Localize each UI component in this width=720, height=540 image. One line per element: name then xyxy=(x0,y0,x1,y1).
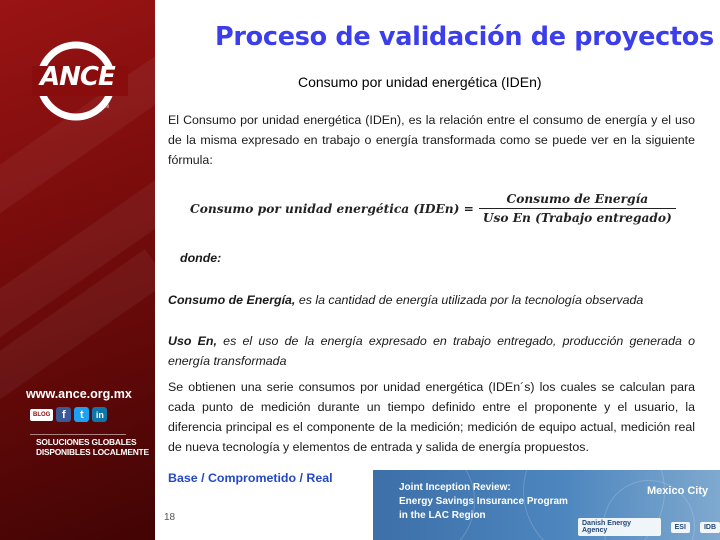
banner-logos xyxy=(578,518,720,536)
donde-label: donde: xyxy=(180,251,222,265)
logo-mark: MR xyxy=(103,104,110,109)
definition-text: es el uso de la energía expresado en trabajo entregado, producción generada o energía transformada xyxy=(168,334,695,368)
definition-term: Consumo de Energía, xyxy=(168,293,296,307)
tagline-line-1: SOLUCIONES GLOBALES xyxy=(36,437,137,447)
formula xyxy=(190,192,676,225)
esi-logo: ESI xyxy=(671,522,690,533)
twitter-icon[interactable]: t xyxy=(74,407,89,422)
banner-line-2: Energy Savings Insurance Program xyxy=(399,496,568,507)
page-subtitle: Consumo por unidad energética (IDEn) xyxy=(298,74,542,90)
banner-line-1: Joint Inception Review: xyxy=(399,482,511,493)
logo-text: ANCE xyxy=(40,62,115,92)
banner-city: Mexico City xyxy=(647,485,709,497)
page-number: 18 xyxy=(164,512,176,523)
formula-fraction xyxy=(479,192,676,225)
base-line-label: Base / Comprometido / Real xyxy=(168,471,333,485)
intro-paragraph: El Consumo por unidad energética (IDEn), es la relación entre el consumo de energía y el uso de la misma expresado en trabajo o energía transformada como se puede ver en la siguiente fórmula: xyxy=(168,113,695,167)
divider xyxy=(30,434,126,435)
linkedin-icon[interactable]: in xyxy=(92,407,107,422)
social-links xyxy=(30,407,107,422)
formula-denominator: Uso En (Trabajo entregado) xyxy=(479,208,676,225)
definition-consumo xyxy=(168,290,695,310)
sidebar xyxy=(0,0,155,540)
danish-energy-logo: Danish Energy Agency xyxy=(578,518,661,536)
formula-lhs: Consumo por unidad energética (IDEn) = xyxy=(190,201,474,216)
definition-term: Uso En, xyxy=(168,334,217,348)
tagline-line-2: DISPONIBLES LOCALMENTE xyxy=(36,447,149,457)
formula-numerator: Consumo de Energía xyxy=(506,192,649,206)
facebook-icon[interactable]: f xyxy=(56,407,71,422)
website-link[interactable]: www.ance.org.mx xyxy=(26,387,132,401)
page-title: Proceso de validación de proyectos xyxy=(215,22,714,52)
banner-text xyxy=(399,481,568,523)
idb-logo: IDB xyxy=(700,522,720,533)
definition-uso xyxy=(168,331,695,371)
event-banner xyxy=(373,470,720,540)
banner-line-3: in the LAC Region xyxy=(399,510,486,521)
definition-text: es la cantidad de energía utilizada por la tecnología observada xyxy=(295,293,644,307)
results-paragraph: Se obtienen una serie consumos por unidad energética (IDEn´s) los cuales se calculan para cada punto de medición durante un tiempo definido entre el proponente y el usuario, la diferencia principal es el componente de la medición; medición de equipo actual, medición real de nueva tecnología y elementos de entrada y salida de energía propuestos. xyxy=(168,380,695,454)
blog-link[interactable]: BLOG xyxy=(30,409,53,421)
sidebar-tagline xyxy=(36,437,149,457)
